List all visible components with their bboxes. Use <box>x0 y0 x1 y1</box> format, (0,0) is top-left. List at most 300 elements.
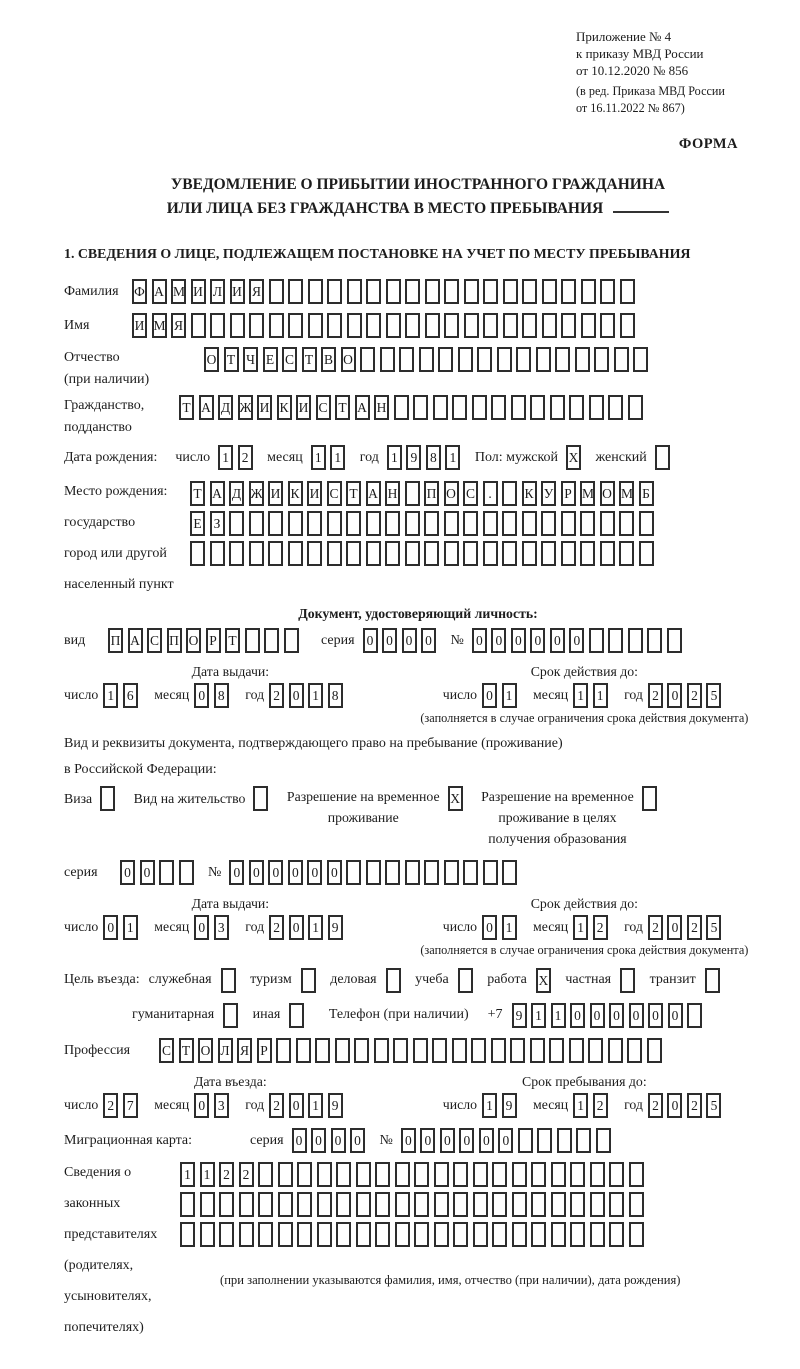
char-box[interactable] <box>229 511 244 536</box>
char-box[interactable] <box>642 786 657 811</box>
char-box[interactable] <box>200 1192 215 1217</box>
char-box[interactable]: 1 <box>330 445 345 470</box>
char-box[interactable] <box>356 1162 371 1187</box>
char-box[interactable] <box>561 313 576 338</box>
char-box[interactable] <box>569 395 584 420</box>
char-box[interactable]: 0 <box>421 628 436 653</box>
char-box[interactable]: Т <box>179 395 194 420</box>
char-box[interactable] <box>288 279 303 304</box>
char-box[interactable] <box>210 541 225 566</box>
char-box[interactable]: А <box>355 395 370 420</box>
char-box[interactable]: Т <box>335 395 350 420</box>
char-box[interactable] <box>569 1038 584 1063</box>
char-box[interactable]: О <box>186 628 201 653</box>
char-box[interactable] <box>278 1222 293 1247</box>
char-box[interactable]: С <box>327 481 342 506</box>
char-box[interactable] <box>512 1192 527 1217</box>
char-box[interactable]: И <box>132 313 147 338</box>
char-box[interactable] <box>531 1222 546 1247</box>
char-box[interactable]: 0 <box>229 860 244 885</box>
char-box[interactable] <box>570 1162 585 1187</box>
char-box[interactable] <box>308 279 323 304</box>
char-box[interactable] <box>223 1003 238 1028</box>
char-box[interactable]: А <box>128 628 143 653</box>
char-box[interactable]: Л <box>218 1038 233 1063</box>
char-box[interactable] <box>580 511 595 536</box>
char-box[interactable] <box>575 347 590 372</box>
char-box[interactable] <box>512 1222 527 1247</box>
char-box[interactable] <box>503 313 518 338</box>
char-box[interactable] <box>159 860 174 885</box>
char-box[interactable] <box>386 313 401 338</box>
char-box[interactable] <box>620 968 635 993</box>
char-box[interactable] <box>570 1222 585 1247</box>
char-box[interactable] <box>483 279 498 304</box>
char-box[interactable]: 9 <box>502 1093 517 1118</box>
char-box[interactable]: 8 <box>426 445 441 470</box>
char-box[interactable]: 1 <box>308 1093 323 1118</box>
char-box[interactable]: 8 <box>328 683 343 708</box>
char-box[interactable] <box>399 347 414 372</box>
char-box[interactable] <box>335 1038 350 1063</box>
char-box[interactable] <box>647 1038 662 1063</box>
char-box[interactable] <box>414 1222 429 1247</box>
char-box[interactable] <box>424 860 439 885</box>
char-box[interactable] <box>366 313 381 338</box>
char-box[interactable]: 0 <box>648 1003 663 1028</box>
char-box[interactable] <box>434 1222 449 1247</box>
char-box[interactable]: Д <box>218 395 233 420</box>
char-box[interactable] <box>327 313 342 338</box>
char-box[interactable] <box>497 347 512 372</box>
char-box[interactable]: 1 <box>482 1093 497 1118</box>
char-box[interactable]: 5 <box>706 915 721 940</box>
char-box[interactable]: А <box>152 279 167 304</box>
char-box[interactable] <box>511 395 526 420</box>
char-box[interactable]: Л <box>210 279 225 304</box>
char-box[interactable]: И <box>230 279 245 304</box>
char-box[interactable] <box>503 279 518 304</box>
char-box[interactable] <box>249 313 264 338</box>
char-box[interactable] <box>464 279 479 304</box>
char-box[interactable] <box>609 1192 624 1217</box>
char-box[interactable] <box>492 1192 507 1217</box>
char-box[interactable] <box>502 860 517 885</box>
char-box[interactable]: 1 <box>531 1003 546 1028</box>
char-box[interactable]: 0 <box>459 1128 474 1153</box>
char-box[interactable] <box>581 313 596 338</box>
char-box[interactable] <box>414 1162 429 1187</box>
char-box[interactable]: 2 <box>103 1093 118 1118</box>
char-box[interactable]: Р <box>561 481 576 506</box>
char-box[interactable] <box>483 860 498 885</box>
char-box[interactable] <box>502 511 517 536</box>
char-box[interactable] <box>444 313 459 338</box>
char-box[interactable] <box>629 1192 644 1217</box>
char-box[interactable] <box>570 1192 585 1217</box>
char-box[interactable]: 0 <box>307 860 322 885</box>
char-box[interactable]: 1 <box>308 683 323 708</box>
char-box[interactable]: 0 <box>289 915 304 940</box>
char-box[interactable] <box>327 279 342 304</box>
char-box[interactable]: 1 <box>311 445 326 470</box>
char-box[interactable] <box>393 1038 408 1063</box>
char-box[interactable] <box>510 1038 525 1063</box>
char-box[interactable] <box>296 1038 311 1063</box>
char-box[interactable]: 2 <box>269 915 284 940</box>
char-box[interactable]: 1 <box>180 1162 195 1187</box>
char-box[interactable] <box>288 313 303 338</box>
char-box[interactable]: 0 <box>289 1093 304 1118</box>
char-box[interactable] <box>179 860 194 885</box>
char-box[interactable] <box>284 628 299 653</box>
char-box[interactable]: Р <box>206 628 221 653</box>
char-box[interactable] <box>561 511 576 536</box>
char-box[interactable]: З <box>210 511 225 536</box>
char-box[interactable]: 1 <box>200 1162 215 1187</box>
char-box[interactable] <box>190 541 205 566</box>
char-box[interactable] <box>463 511 478 536</box>
char-box[interactable] <box>347 313 362 338</box>
char-box[interactable]: 1 <box>502 915 517 940</box>
char-box[interactable] <box>360 347 375 372</box>
char-box[interactable]: 0 <box>482 915 497 940</box>
char-box[interactable] <box>307 511 322 536</box>
char-box[interactable] <box>276 1038 291 1063</box>
char-box[interactable] <box>269 313 284 338</box>
char-box[interactable] <box>471 1038 486 1063</box>
char-box[interactable] <box>307 541 322 566</box>
char-box[interactable] <box>395 1162 410 1187</box>
char-box[interactable] <box>452 395 467 420</box>
char-box[interactable] <box>629 1222 644 1247</box>
char-box[interactable] <box>210 313 225 338</box>
char-box[interactable] <box>491 395 506 420</box>
char-box[interactable] <box>288 511 303 536</box>
char-box[interactable]: 0 <box>249 860 264 885</box>
char-box[interactable]: 1 <box>123 915 138 940</box>
char-box[interactable] <box>453 1162 468 1187</box>
char-box[interactable] <box>258 1192 273 1217</box>
char-box[interactable] <box>453 1192 468 1217</box>
char-box[interactable]: 2 <box>269 683 284 708</box>
char-box[interactable] <box>180 1192 195 1217</box>
char-box[interactable]: 1 <box>573 683 588 708</box>
char-box[interactable]: К <box>522 481 537 506</box>
char-box[interactable]: У <box>541 481 556 506</box>
char-box[interactable] <box>530 1038 545 1063</box>
char-box[interactable]: 9 <box>328 915 343 940</box>
char-box[interactable] <box>424 511 439 536</box>
char-box[interactable] <box>405 313 420 338</box>
char-box[interactable] <box>473 1162 488 1187</box>
char-box[interactable] <box>522 541 537 566</box>
char-box[interactable]: 5 <box>706 683 721 708</box>
char-box[interactable] <box>589 628 604 653</box>
char-box[interactable]: Я <box>237 1038 252 1063</box>
char-box[interactable] <box>434 1192 449 1217</box>
char-box[interactable]: 0 <box>668 1003 683 1028</box>
char-box[interactable] <box>472 395 487 420</box>
char-box[interactable]: 2 <box>219 1162 234 1187</box>
char-box[interactable] <box>419 347 434 372</box>
char-box[interactable]: 0 <box>498 1128 513 1153</box>
char-box[interactable] <box>268 541 283 566</box>
char-box[interactable]: 0 <box>120 860 135 885</box>
char-box[interactable] <box>297 1192 312 1217</box>
char-box[interactable] <box>380 347 395 372</box>
char-box[interactable] <box>230 313 245 338</box>
char-box[interactable]: К <box>277 395 292 420</box>
char-box[interactable] <box>633 347 648 372</box>
char-box[interactable]: 0 <box>530 628 545 653</box>
char-box[interactable]: И <box>307 481 322 506</box>
char-box[interactable]: 0 <box>570 1003 585 1028</box>
char-box[interactable] <box>374 1038 389 1063</box>
char-box[interactable]: Е <box>190 511 205 536</box>
char-box[interactable] <box>336 1222 351 1247</box>
char-box[interactable]: X <box>536 968 551 993</box>
char-box[interactable] <box>315 1038 330 1063</box>
char-box[interactable]: 7 <box>123 1093 138 1118</box>
char-box[interactable] <box>590 1162 605 1187</box>
char-box[interactable]: 0 <box>363 628 378 653</box>
char-box[interactable]: П <box>424 481 439 506</box>
char-box[interactable] <box>639 541 654 566</box>
char-box[interactable] <box>424 541 439 566</box>
char-box[interactable] <box>483 313 498 338</box>
char-box[interactable] <box>619 511 634 536</box>
char-box[interactable]: П <box>108 628 123 653</box>
char-box[interactable] <box>336 1162 351 1187</box>
char-box[interactable]: 2 <box>648 1093 663 1118</box>
char-box[interactable]: И <box>257 395 272 420</box>
char-box[interactable]: Т <box>302 347 317 372</box>
char-box[interactable]: 0 <box>311 1128 326 1153</box>
char-box[interactable]: 0 <box>382 628 397 653</box>
char-box[interactable] <box>522 313 537 338</box>
char-box[interactable] <box>413 395 428 420</box>
char-box[interactable]: 0 <box>569 628 584 653</box>
char-box[interactable] <box>555 347 570 372</box>
char-box[interactable] <box>385 511 400 536</box>
char-box[interactable] <box>590 1192 605 1217</box>
char-box[interactable] <box>268 511 283 536</box>
char-box[interactable]: М <box>171 279 186 304</box>
char-box[interactable] <box>180 1222 195 1247</box>
char-box[interactable] <box>536 347 551 372</box>
char-box[interactable]: К <box>288 481 303 506</box>
char-box[interactable]: С <box>159 1038 174 1063</box>
char-box[interactable] <box>655 445 670 470</box>
char-box[interactable]: 2 <box>687 915 702 940</box>
char-box[interactable]: 9 <box>512 1003 527 1028</box>
char-box[interactable]: 0 <box>268 860 283 885</box>
char-box[interactable] <box>258 1222 273 1247</box>
char-box[interactable]: X <box>448 786 463 811</box>
char-box[interactable]: А <box>210 481 225 506</box>
char-box[interactable] <box>492 1222 507 1247</box>
char-box[interactable] <box>444 860 459 885</box>
char-box[interactable] <box>405 481 420 506</box>
char-box[interactable] <box>395 1222 410 1247</box>
char-box[interactable]: А <box>366 481 381 506</box>
char-box[interactable] <box>249 511 264 536</box>
char-box[interactable] <box>395 1192 410 1217</box>
char-box[interactable] <box>375 1222 390 1247</box>
char-box[interactable]: Я <box>249 279 264 304</box>
char-box[interactable] <box>356 1222 371 1247</box>
char-box[interactable] <box>219 1192 234 1217</box>
char-box[interactable]: С <box>282 347 297 372</box>
char-box[interactable] <box>405 511 420 536</box>
char-box[interactable]: М <box>580 481 595 506</box>
char-box[interactable]: 0 <box>327 860 342 885</box>
char-box[interactable] <box>346 541 361 566</box>
char-box[interactable] <box>609 1222 624 1247</box>
char-box[interactable] <box>317 1222 332 1247</box>
char-box[interactable] <box>308 313 323 338</box>
char-box[interactable] <box>600 511 615 536</box>
char-box[interactable] <box>336 1192 351 1217</box>
char-box[interactable]: 2 <box>687 1093 702 1118</box>
char-box[interactable]: 2 <box>593 1093 608 1118</box>
char-box[interactable] <box>594 347 609 372</box>
char-box[interactable]: 0 <box>292 1128 307 1153</box>
char-box[interactable] <box>551 1162 566 1187</box>
char-box[interactable]: О <box>198 1038 213 1063</box>
char-box[interactable] <box>588 1038 603 1063</box>
char-box[interactable] <box>317 1192 332 1217</box>
char-box[interactable]: Т <box>179 1038 194 1063</box>
char-box[interactable] <box>541 541 556 566</box>
char-box[interactable] <box>542 279 557 304</box>
char-box[interactable] <box>705 968 720 993</box>
char-box[interactable] <box>366 279 381 304</box>
char-box[interactable] <box>537 1128 552 1153</box>
char-box[interactable]: 2 <box>593 915 608 940</box>
char-box[interactable] <box>327 511 342 536</box>
char-box[interactable]: 9 <box>328 1093 343 1118</box>
char-box[interactable]: 1 <box>218 445 233 470</box>
char-box[interactable]: 0 <box>402 628 417 653</box>
char-box[interactable] <box>405 860 420 885</box>
char-box[interactable]: 5 <box>706 1093 721 1118</box>
char-box[interactable] <box>453 1222 468 1247</box>
char-box[interactable] <box>458 968 473 993</box>
char-box[interactable] <box>317 1162 332 1187</box>
char-box[interactable]: Т <box>224 347 239 372</box>
char-box[interactable] <box>433 395 448 420</box>
char-box[interactable] <box>438 347 453 372</box>
char-box[interactable] <box>356 1192 371 1217</box>
char-box[interactable]: Б <box>639 481 654 506</box>
char-box[interactable] <box>687 1003 702 1028</box>
char-box[interactable] <box>502 481 517 506</box>
char-box[interactable] <box>492 1162 507 1187</box>
char-box[interactable] <box>549 1038 564 1063</box>
char-box[interactable] <box>253 786 268 811</box>
char-box[interactable] <box>608 395 623 420</box>
char-box[interactable]: 2 <box>238 445 253 470</box>
char-box[interactable] <box>477 347 492 372</box>
char-box[interactable]: Н <box>385 481 400 506</box>
char-box[interactable] <box>405 541 420 566</box>
char-box[interactable] <box>647 628 662 653</box>
char-box[interactable] <box>541 511 556 536</box>
char-box[interactable]: 1 <box>103 683 118 708</box>
char-box[interactable]: 2 <box>239 1162 254 1187</box>
char-box[interactable] <box>614 347 629 372</box>
char-box[interactable] <box>580 541 595 566</box>
char-box[interactable]: Ж <box>249 481 264 506</box>
char-box[interactable]: С <box>147 628 162 653</box>
char-box[interactable] <box>288 541 303 566</box>
char-box[interactable]: 0 <box>482 683 497 708</box>
char-box[interactable]: Ф <box>132 279 147 304</box>
char-box[interactable] <box>385 860 400 885</box>
char-box[interactable]: Ж <box>238 395 253 420</box>
char-box[interactable] <box>557 1128 572 1153</box>
char-box[interactable] <box>600 313 615 338</box>
char-box[interactable] <box>473 1222 488 1247</box>
char-box[interactable]: 0 <box>401 1128 416 1153</box>
char-box[interactable]: 0 <box>194 683 209 708</box>
char-box[interactable]: 0 <box>609 1003 624 1028</box>
char-box[interactable]: Ч <box>243 347 258 372</box>
char-box[interactable] <box>516 347 531 372</box>
char-box[interactable] <box>191 313 206 338</box>
char-box[interactable]: 2 <box>269 1093 284 1118</box>
char-box[interactable]: И <box>191 279 206 304</box>
char-box[interactable]: О <box>600 481 615 506</box>
char-box[interactable] <box>347 279 362 304</box>
char-box[interactable] <box>249 541 264 566</box>
char-box[interactable]: 6 <box>123 683 138 708</box>
char-box[interactable] <box>264 628 279 653</box>
char-box[interactable]: П <box>167 628 182 653</box>
char-box[interactable]: 0 <box>511 628 526 653</box>
char-box[interactable] <box>200 1222 215 1247</box>
char-box[interactable]: И <box>296 395 311 420</box>
char-box[interactable] <box>483 541 498 566</box>
char-box[interactable]: 0 <box>420 1128 435 1153</box>
char-box[interactable] <box>596 1128 611 1153</box>
char-box[interactable] <box>414 1192 429 1217</box>
char-box[interactable]: 0 <box>140 860 155 885</box>
char-box[interactable] <box>278 1192 293 1217</box>
char-box[interactable]: 0 <box>479 1128 494 1153</box>
char-box[interactable]: Н <box>374 395 389 420</box>
char-box[interactable] <box>531 1192 546 1217</box>
char-box[interactable] <box>522 279 537 304</box>
char-box[interactable]: О <box>444 481 459 506</box>
char-box[interactable]: 1 <box>445 445 460 470</box>
char-box[interactable]: 0 <box>550 628 565 653</box>
char-box[interactable] <box>518 1128 533 1153</box>
char-box[interactable] <box>609 1162 624 1187</box>
char-box[interactable]: 2 <box>648 683 663 708</box>
char-box[interactable] <box>463 541 478 566</box>
char-box[interactable]: М <box>619 481 634 506</box>
char-box[interactable] <box>366 511 381 536</box>
char-box[interactable]: 2 <box>648 915 663 940</box>
char-box[interactable] <box>444 541 459 566</box>
char-box[interactable]: 1 <box>308 915 323 940</box>
char-box[interactable]: 0 <box>472 628 487 653</box>
char-box[interactable] <box>245 628 260 653</box>
char-box[interactable] <box>444 511 459 536</box>
